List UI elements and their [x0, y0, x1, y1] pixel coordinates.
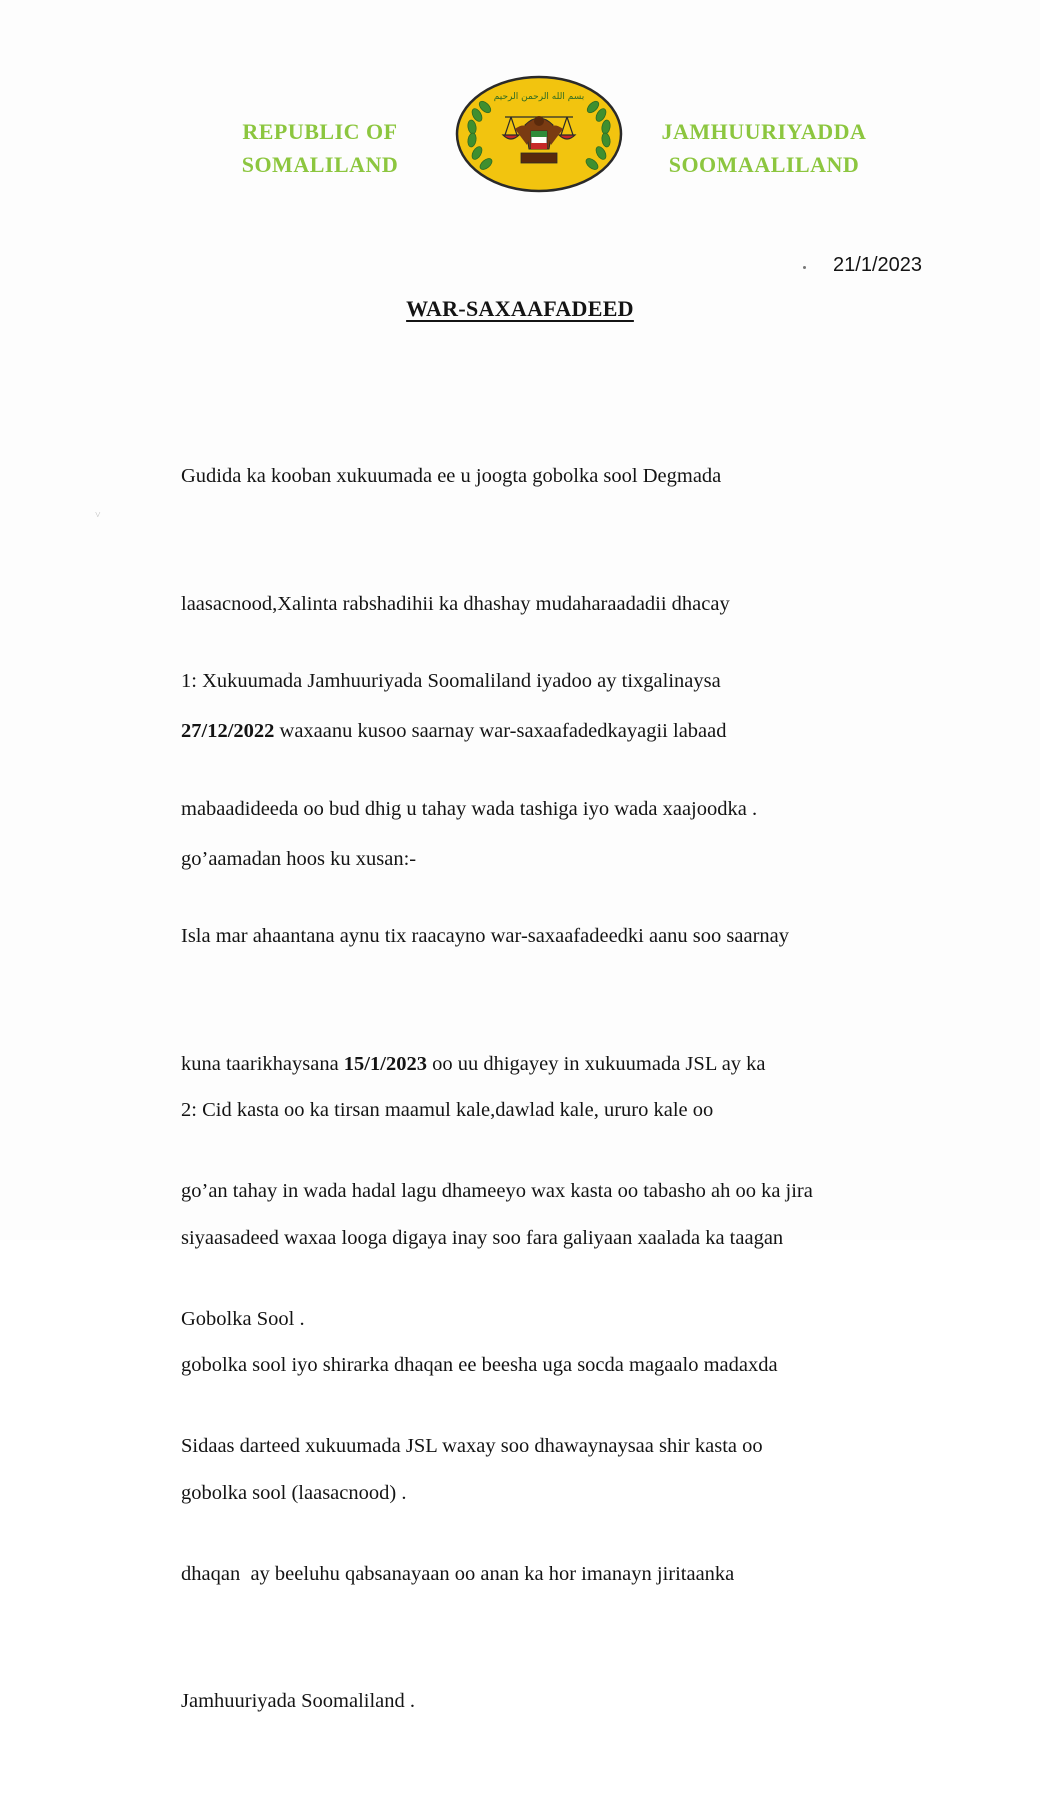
point-two-line: gobolka sool (laasacnood) .: [181, 1481, 407, 1504]
intro-line-rest: waxaanu kusoo saarnay war-saxaafadedkayagii labaad: [274, 720, 727, 742]
point-two-paragraph: [181, 1004, 981, 1599]
intro-line: laasacnood,Xalinta rabshadihii ka dhashay mudaharaadadii dhacay: [181, 592, 730, 615]
point-one-line: Isla mar ahaantana aynu tix raacayno war-saxaafadeedki aanu soo saarnay: [181, 925, 790, 947]
intro-line: Gudida ka kooban xukuumada ee u joogta gobolka sool Degmada: [181, 465, 722, 487]
header-right-line2: SOOMAALILAND: [668, 152, 860, 177]
emblem-script: بسم الله الرحمن الرحيم: [493, 92, 585, 102]
header-left-line2: SOMALILAND: [241, 152, 399, 177]
national-emblem-icon: [455, 75, 623, 193]
point-one-pre: kuna taarikhaysana: [181, 1052, 344, 1075]
header-left-line1: REPUBLIC OF: [242, 119, 398, 144]
scan-mark-icon: ˅: [95, 510, 101, 521]
header-right-title: [628, 115, 900, 181]
header-left-title: [210, 115, 430, 181]
document-date: 21/1/2023: [833, 254, 922, 276]
emblem-base-icon: [521, 153, 557, 163]
point-one-line: go’an tahay in wada hadal lagu dhameeyo wax kasta oo tabasho ah oo ka jira: [181, 1180, 813, 1202]
point-two-line: siyaasadeed waxaa looga digaya inay soo fara galiyaan xaalada ka taagan: [181, 1226, 784, 1249]
point-one-line: Sidaas darteed xukuumada JSL waxay soo dhawaynaysaa shir kasta oo: [181, 1435, 763, 1457]
incident-date: 27/12/2022: [181, 720, 275, 742]
point-one-post: oo uu dhigayey in xukuumada JSL ay ka: [426, 1052, 766, 1075]
point-two-line: gobolka sool iyo shirarka dhaqan ee beesha uga socda magaalo madaxda: [181, 1354, 778, 1376]
point-one-line: Gobolka Sool .: [181, 1307, 305, 1330]
intro-line: go’aamadan hoos ku xusan:-: [181, 847, 417, 870]
document-title: WAR-SAXAAFADEED: [406, 296, 634, 321]
header-right-line1: JAMHUURIYADDA: [661, 119, 867, 144]
prior-release-date: 15/1/2023: [343, 1052, 427, 1075]
point-one-line: Jamhuuriyada Soomaliland .: [181, 1690, 415, 1712]
point-one-line: mabaadideeda oo bud dhig u tahay wada tashiga iyo wada xaajoodka .: [181, 797, 758, 820]
point-one-line: 1: Xukuumada Jamhuuriyada Soomaliland iyadoo ay tixgalinaysa: [181, 670, 721, 692]
point-two-line: 2: Cid kasta oo ka tirsan maamul kale,dawlad kale, ururo kale oo: [181, 1099, 714, 1121]
point-one-line: dhaqan ay beeluhu qabsanayaan oo anan ka hor imanayn jiritaanka: [181, 1562, 735, 1585]
